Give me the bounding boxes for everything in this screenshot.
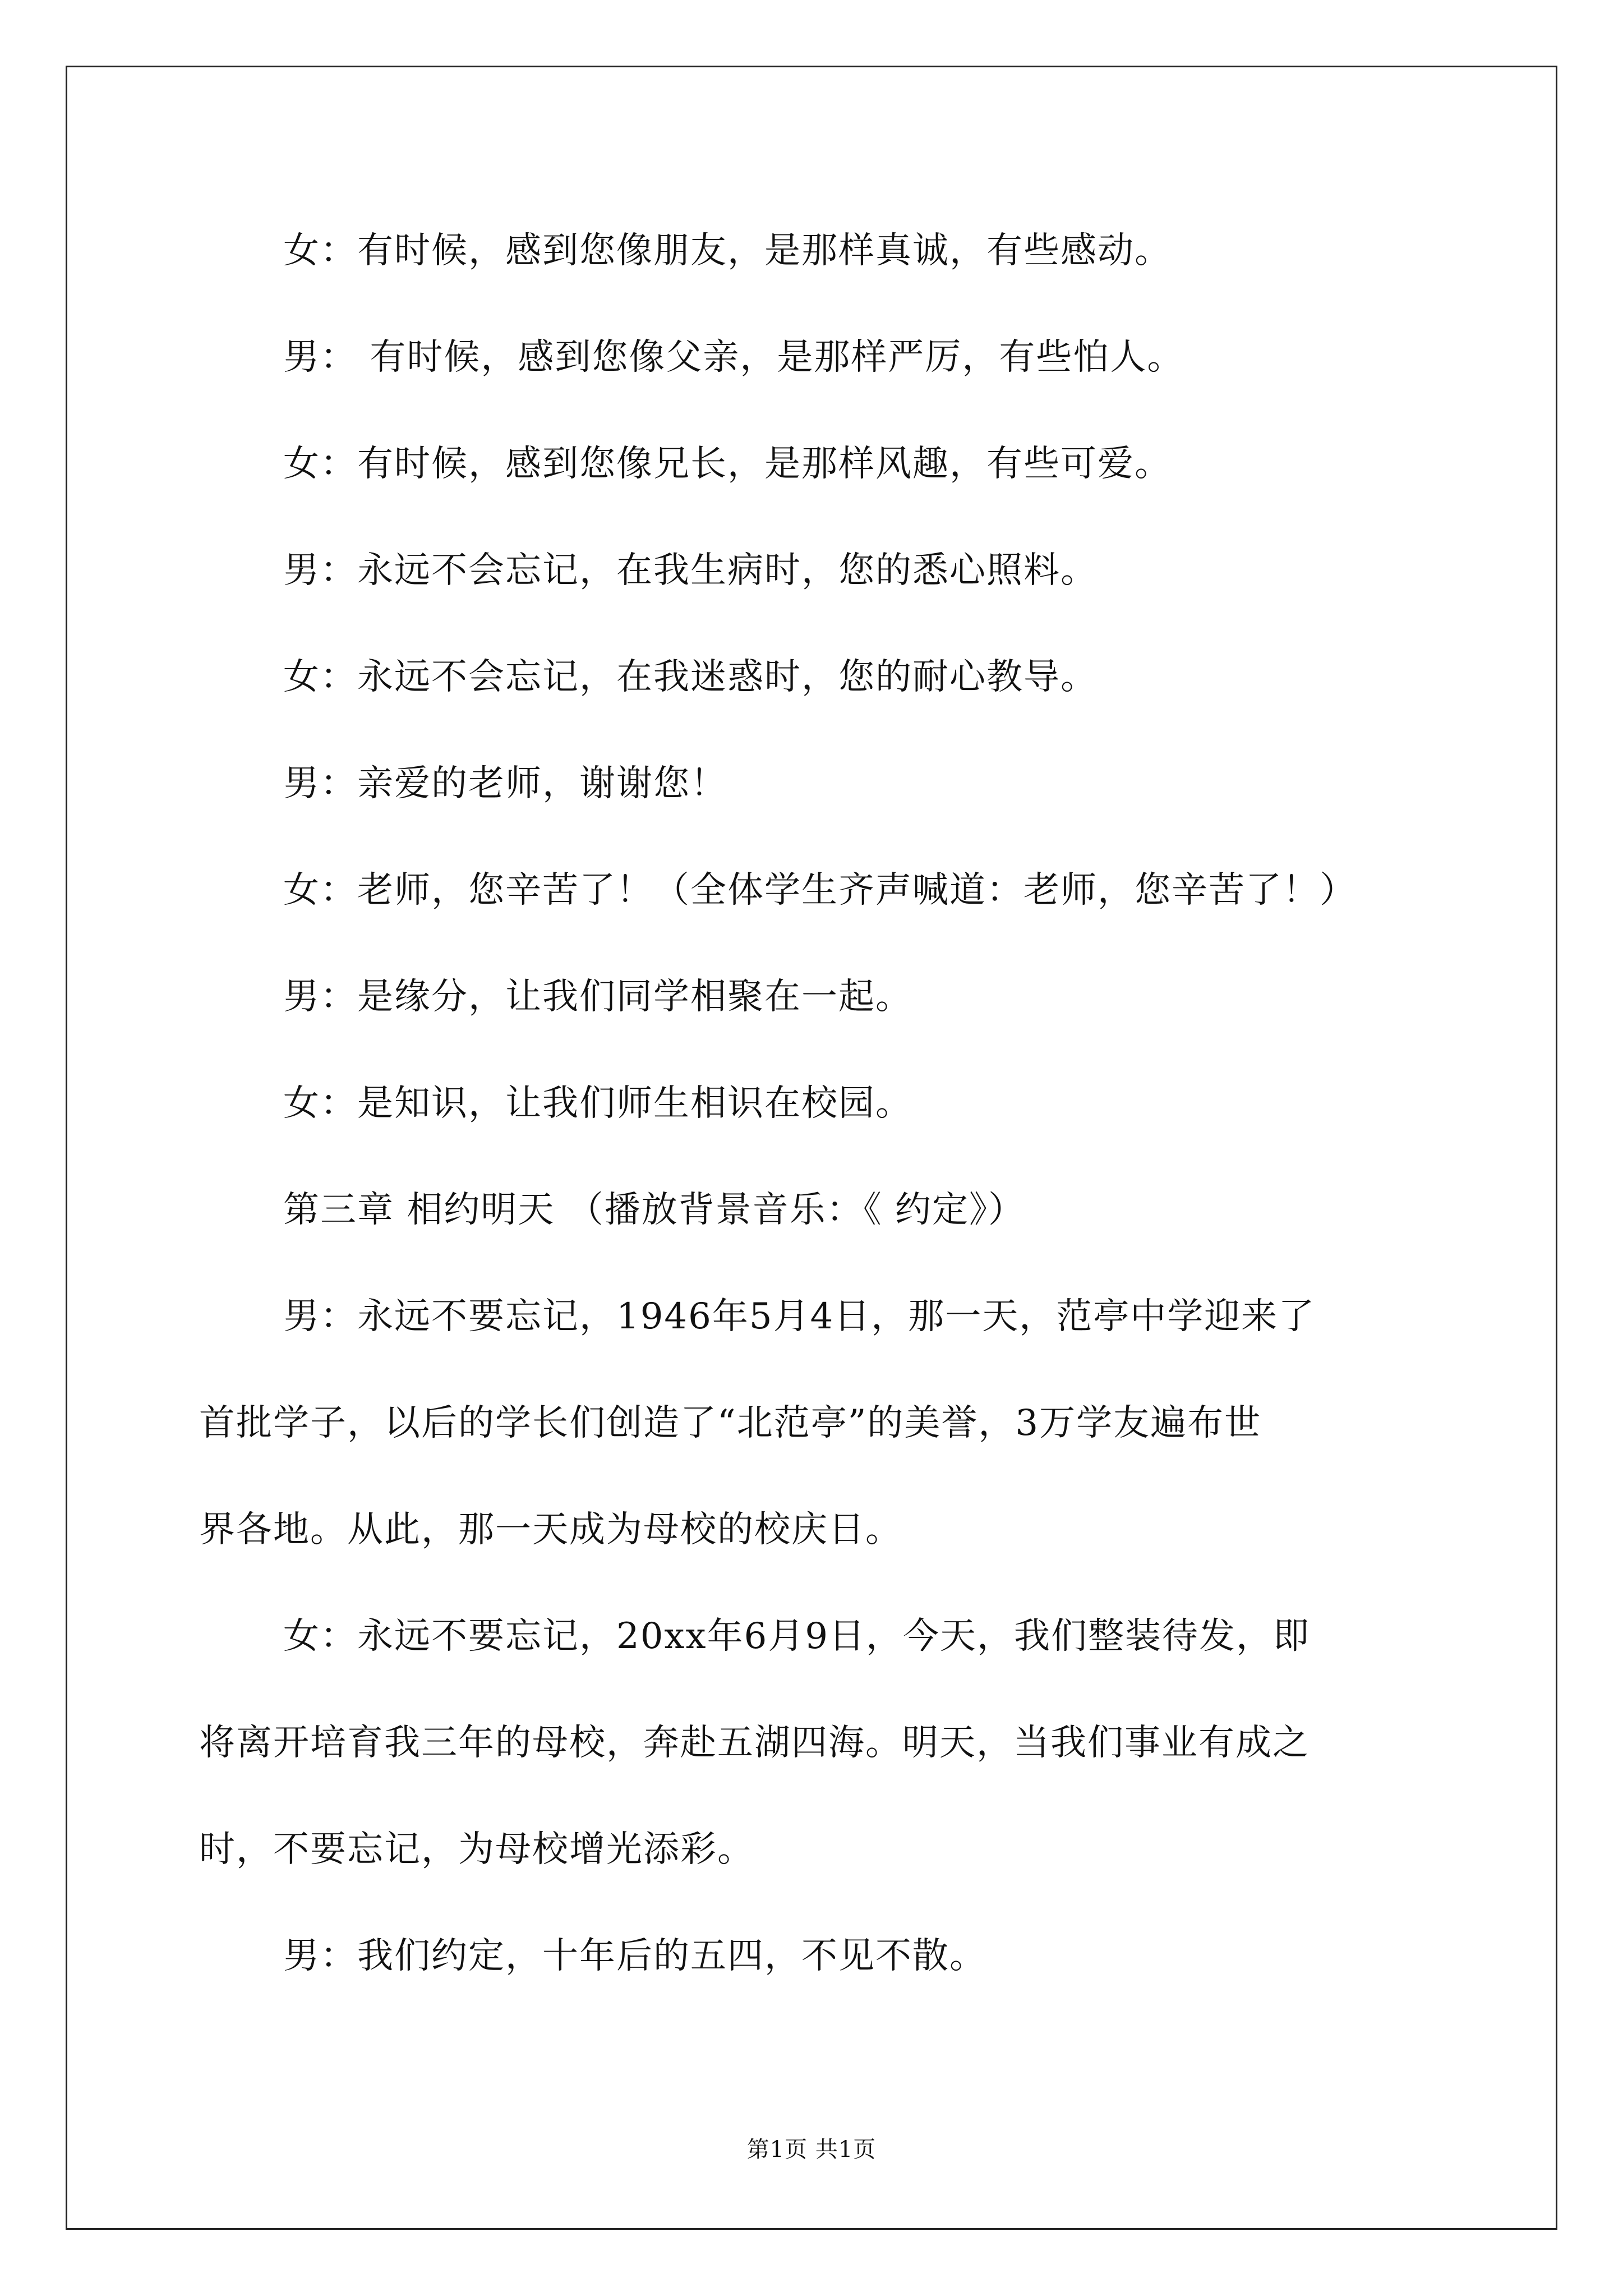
- dialogue-line-15: 将离开培育我三年的母校，奔赴五湖四海。明天，当我们事业有成之: [199, 1722, 1310, 1764]
- dialogue-line-16: 时，不要忘记，为母校增光添彩。: [199, 1829, 754, 1870]
- page-footer: 第1页 共1页: [746, 2137, 877, 2162]
- dialogue-line-14: 女：永远不要忘记，20xx年6月9日，今天，我们整装待发，即: [283, 1616, 1311, 1657]
- dialogue-line-2: 男： 有时候，感到您像父亲，是那样严厉，有些怕人。: [283, 337, 1184, 378]
- dialogue-line-3: 女：有时候，感到您像兄长，是那样风趣，有些可爱。: [283, 443, 1172, 485]
- dialogue-line-5: 女：永远不会忘记，在我迷惑时，您的耐心教导。: [283, 656, 1098, 698]
- dialogue-line-13: 界各地。从此，那一天成为母校的校庆日。: [199, 1509, 902, 1550]
- dialogue-line-8: 男：是缘分，让我们同学相聚在一起。: [283, 976, 912, 1018]
- dialogue-line-11: 男：永远不要忘记，1946年5月4日，那一天，范亭中学迎来了: [283, 1296, 1316, 1337]
- page-border: [66, 66, 1557, 2230]
- dialogue-line-4: 男：永远不会忘记，在我生病时，您的悉心照料。: [283, 550, 1098, 591]
- dialogue-line-17: 男：我们约定，十年后的五四，不见不散。: [283, 1935, 986, 1977]
- dialogue-line-12: 首批学子，以后的学长们创造了“北范亭”的美誉，3万学友遍布世: [199, 1402, 1262, 1444]
- dialogue-line-1: 女：有时候，感到您像朋友，是那样真诚，有些感动。: [283, 230, 1172, 272]
- dialogue-line-7: 女：老师，您辛苦了！（全体学生齐声喊道：老师，您辛苦了！）: [283, 869, 1357, 911]
- chapter-heading: 第三章 相约明天 （播放背景音乐：《 约定》）: [283, 1189, 1026, 1231]
- dialogue-line-9: 女：是知识，让我们师生相识在校园。: [283, 1083, 912, 1124]
- dialogue-line-6: 男：亲爱的老师，谢谢您！: [283, 763, 727, 804]
